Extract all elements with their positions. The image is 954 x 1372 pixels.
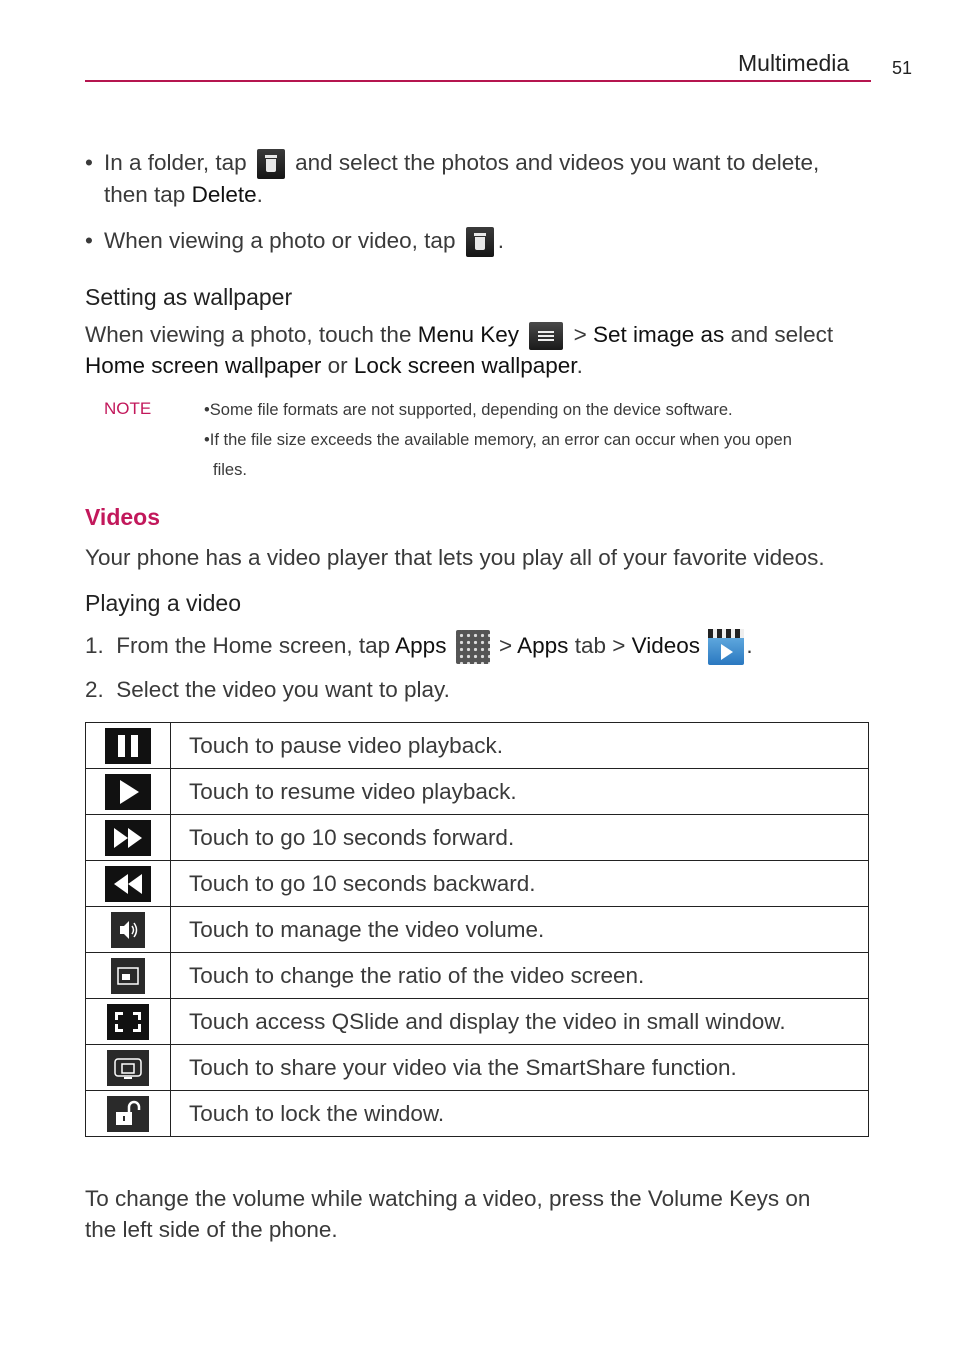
step-1 [85,629,905,665]
note-item: •If the file size exceeds the available memory, an error can occur when you open [204,431,792,449]
table-row [86,723,869,769]
set-image-term: Set image as [592,322,725,347]
trash-icon [257,149,285,179]
step-number: 1. [85,632,104,658]
bullet-text: In a folder, tap [104,150,247,175]
step-text: From the Home screen, tap [116,632,391,658]
bullet-dot: • [85,150,93,175]
note-label: NOTE [104,399,152,418]
control-description: Touch to change the ratio of the video screen. [171,953,869,999]
separator: > [498,632,513,658]
apps-term: Apps [395,632,447,658]
control-description: Touch access QSlide and display the video in small window. [171,999,869,1045]
step-text: tab [574,632,606,658]
note-item: •Some file formats are not supported, depending on the device software. [204,401,733,419]
bullet-text: and select the photos and videos you want to delete, [295,150,820,175]
bullet-dot: • [85,228,93,253]
videos-app-icon [708,629,744,665]
control-description: Touch to share your video via the SmartShare function. [171,1045,869,1091]
control-description: Touch to go 10 seconds backward. [171,861,869,907]
period: . [746,632,753,658]
separator: > [573,322,587,347]
home-wallpaper-term: Home screen wallpaper [85,353,322,379]
period: . [576,353,583,379]
note-list [204,395,864,485]
header-divider [85,80,871,82]
videos-intro: Your phone has a video player that lets you play all of your favorite videos. [85,545,825,570]
note-item-continued: files. [213,461,247,479]
apps-grid-icon [456,630,490,664]
table-row [86,769,869,815]
wallpaper-instructions [85,319,885,381]
smartshare-icon [107,1050,149,1086]
menu-key-icon [529,322,563,350]
period: . [256,182,263,208]
section-title: Multimedia [738,50,850,76]
videos-term: Videos [631,632,701,658]
page-number: 51 [892,58,913,78]
lock-wallpaper-term: Lock screen wallpaper [353,353,577,379]
video-controls-table [85,722,869,1137]
table-row [86,815,869,861]
apps-tab-term: Apps [517,632,569,658]
table-row [86,1045,869,1091]
control-description: Touch to lock the window. [171,1091,869,1137]
rewind-icon [105,866,151,902]
pause-icon [105,728,151,764]
wallpaper-heading: Setting as wallpaper [85,284,293,310]
paragraph-line: the left side of the phone. [85,1217,338,1242]
lock-icon [107,1096,149,1132]
paragraph-text: When viewing a photo, touch the [85,322,412,347]
step-text: Select the video you want to play. [116,677,450,702]
qslide-icon [107,1004,149,1040]
separator: > [612,632,626,658]
step-number: 2. [85,677,104,702]
table-row [86,907,869,953]
table-row [86,861,869,907]
menu-key-term: Menu Key [417,322,520,347]
paragraph-text: and select [730,322,834,347]
fast-forward-icon [105,820,151,856]
control-description: Touch to manage the video volume. [171,907,869,953]
trash-icon [466,227,494,257]
paragraph-line: To change the volume while watching a video, press the Volume Keys on [85,1186,811,1211]
videos-heading: Videos [85,504,160,530]
table-row [86,999,869,1045]
period: . [497,228,504,253]
delete-term: Delete [191,182,257,208]
bullet-text: then tap [104,182,186,208]
playing-video-heading: Playing a video [85,590,241,616]
play-icon [105,774,151,810]
paragraph-text: or [327,353,348,379]
step-2 [85,674,905,705]
volume-keys-paragraph [85,1183,885,1245]
screen-ratio-icon [111,958,145,994]
volume-icon [111,912,145,948]
control-description: Touch to go 10 seconds forward. [171,815,869,861]
table-row [86,953,869,999]
table-row [86,1091,869,1137]
bullet-text: When viewing a photo or video, tap [104,228,456,253]
control-description: Touch to pause video playback. [171,723,869,769]
control-description: Touch to resume video playback. [171,769,869,815]
